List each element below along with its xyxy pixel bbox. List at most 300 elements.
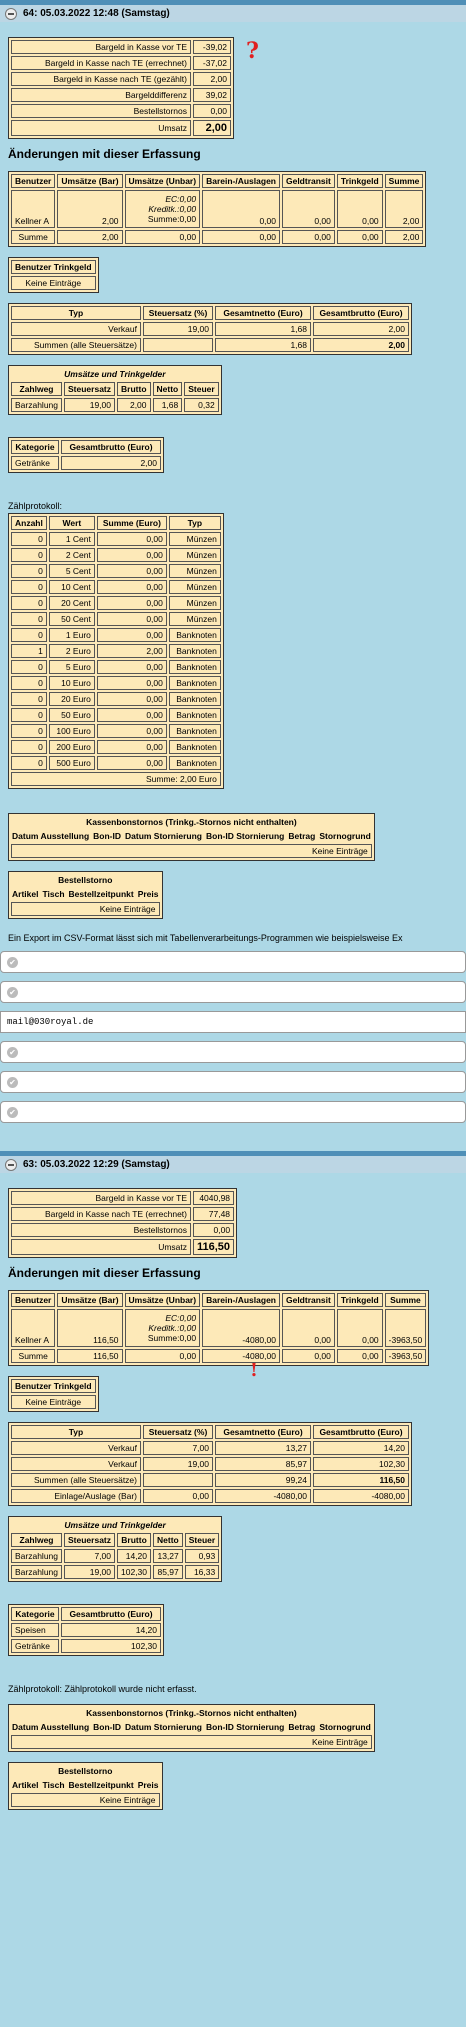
tax: 0,32 bbox=[184, 398, 218, 412]
changes-header: Umsätze (Unbar) bbox=[125, 1293, 201, 1307]
category-row bbox=[11, 456, 161, 470]
net: 1,68 bbox=[153, 398, 183, 412]
count-denom: 500 Euro bbox=[49, 756, 95, 770]
category-table bbox=[8, 1604, 164, 1656]
sales-tips-title: Umsätze und Trinkgelder bbox=[11, 368, 219, 380]
tax-rate bbox=[143, 338, 213, 352]
payment-method: Barzahlung bbox=[11, 398, 62, 412]
sum-trink: 0,00 bbox=[337, 1349, 383, 1363]
count-row bbox=[11, 548, 221, 562]
cash-label: Umsatz bbox=[11, 1239, 191, 1255]
count-row bbox=[11, 532, 221, 546]
count-sum: 0,00 bbox=[97, 756, 167, 770]
cash-summary-row bbox=[11, 40, 231, 54]
count-sum: 0,00 bbox=[97, 580, 167, 594]
order-cancel-table bbox=[8, 871, 163, 919]
count-sum: 0,00 bbox=[97, 724, 167, 738]
category-header: Gesamtbrutto (Euro) bbox=[61, 440, 161, 454]
cash-summary-row bbox=[11, 72, 231, 86]
sales-tips-header: Steuer bbox=[184, 382, 218, 396]
check-icon: ✔ bbox=[7, 1047, 18, 1058]
changes-header: Geldtransit bbox=[282, 174, 335, 188]
check-icon: ✔ bbox=[7, 987, 18, 998]
count-type: Banknoten bbox=[169, 644, 221, 658]
cash-summary-row bbox=[11, 120, 231, 136]
sum-bar: 116,50 bbox=[57, 1349, 122, 1363]
sales-tips-table bbox=[8, 1516, 222, 1582]
receipt-cancel-header: Datum Stornierung bbox=[125, 831, 202, 841]
count-denom: 200 Euro bbox=[49, 740, 95, 754]
receipt-cancel-header: Bon-ID bbox=[93, 831, 121, 841]
count-qty: 0 bbox=[11, 756, 47, 770]
tax-type-header: Gesamtnetto (Euro) bbox=[215, 1425, 311, 1439]
changes-summe: -3963,50 bbox=[385, 1309, 427, 1347]
tax-sum-row bbox=[11, 338, 409, 352]
changes-user-row bbox=[11, 190, 423, 228]
cash-summary-table bbox=[8, 37, 234, 139]
count-denom: 5 Cent bbox=[49, 564, 95, 578]
changes-heading: Änderungen mit dieser Erfassung bbox=[8, 147, 201, 161]
check-icon: ✔ bbox=[7, 1077, 18, 1088]
count-qty: 0 bbox=[11, 596, 47, 610]
sum-geld: 0,00 bbox=[282, 1349, 335, 1363]
receipt-cancel-header: Datum Stornierung bbox=[125, 1722, 202, 1732]
changes-geld: 0,00 bbox=[282, 190, 335, 228]
count-header: Summe (Euro) bbox=[97, 516, 167, 530]
count-sum: 0,00 bbox=[97, 708, 167, 722]
count-type: Banknoten bbox=[169, 660, 221, 674]
count-row bbox=[11, 660, 221, 674]
payment-method: Barzahlung bbox=[11, 1549, 62, 1563]
receipt-cancel-header: Betrag bbox=[288, 1722, 316, 1732]
count-denom: 20 Euro bbox=[49, 692, 95, 706]
sales-tips-row bbox=[11, 1549, 219, 1563]
category-gross: 2,00 bbox=[61, 456, 161, 470]
cash-value: 77,48 bbox=[193, 1207, 234, 1221]
count-label: Zählprotokoll: bbox=[8, 501, 63, 511]
tax: 0,93 bbox=[185, 1549, 219, 1563]
entry-header-64[interactable] bbox=[0, 0, 466, 22]
sum-bar: 2,00 bbox=[57, 230, 122, 244]
tip-table bbox=[8, 257, 99, 293]
order-cancel-empty: Keine Einträge bbox=[11, 902, 160, 916]
gross-total: 2,00 bbox=[313, 322, 409, 336]
count-denom: 50 Euro bbox=[49, 708, 95, 722]
net-total: 85,97 bbox=[215, 1457, 311, 1471]
type-cell: Verkauf bbox=[11, 1441, 141, 1455]
count-table bbox=[8, 513, 224, 789]
gross: 14,20 bbox=[117, 1549, 151, 1563]
count-type: Banknoten bbox=[169, 740, 221, 754]
count-denom: 1 Euro bbox=[49, 628, 95, 642]
count-row bbox=[11, 564, 221, 578]
count-sum: 0,00 bbox=[97, 676, 167, 690]
cash-summary-row bbox=[11, 104, 231, 118]
category-header: Kategorie bbox=[11, 1607, 59, 1621]
count-type: Banknoten bbox=[169, 708, 221, 722]
receipt-cancel-header: Datum Ausstellung bbox=[12, 831, 90, 841]
tax-rate: 7,00 bbox=[64, 1549, 115, 1563]
receipt-cancel-table bbox=[8, 813, 375, 861]
count-qty: 0 bbox=[11, 692, 47, 706]
count-sum: 0,00 bbox=[97, 740, 167, 754]
user-name: Kellner A bbox=[11, 190, 55, 228]
order-cancel-header: Preis bbox=[137, 1780, 159, 1790]
count-sum: 0,00 bbox=[97, 692, 167, 706]
tax-rate: 0,00 bbox=[143, 1489, 213, 1503]
category-header: Gesamtbrutto (Euro) bbox=[61, 1607, 161, 1621]
category-header: Kategorie bbox=[11, 440, 59, 454]
receipt-cancel-header: Stornogrund bbox=[319, 831, 371, 841]
sales-tips-header: Zahlweg bbox=[11, 382, 62, 396]
count-qty: 0 bbox=[11, 532, 47, 546]
tip-empty: Keine Einträge bbox=[11, 276, 96, 290]
count-denom: 1 Cent bbox=[49, 532, 95, 546]
sales-tips-header: Zahlweg bbox=[11, 1533, 62, 1547]
receipt-cancel-header: Bon-ID bbox=[93, 1722, 121, 1732]
changes-header: Umsätze (Bar) bbox=[57, 174, 122, 188]
credit-value: Kreditk.:0,00 bbox=[148, 204, 197, 214]
tax: 16,33 bbox=[185, 1565, 219, 1579]
count-type: Banknoten bbox=[169, 676, 221, 690]
changes-header: Trinkgeld bbox=[337, 174, 383, 188]
gross-total: -4080,00 bbox=[313, 1489, 409, 1503]
count-sum: 0,00 bbox=[97, 596, 167, 610]
net-total: 1,68 bbox=[215, 322, 311, 336]
count-sum: 0,00 bbox=[97, 612, 167, 626]
count-row bbox=[11, 612, 221, 626]
net: 85,97 bbox=[153, 1565, 183, 1579]
count-denom: 20 Cent bbox=[49, 596, 95, 610]
gross-total: 116,50 bbox=[313, 1473, 409, 1487]
changes-ein: 0,00 bbox=[202, 190, 280, 228]
changes-sum-row bbox=[11, 230, 423, 244]
receipt-cancel-header: Bon-ID Stornierung bbox=[205, 1722, 285, 1732]
unbar-sum: Summe:0,00 bbox=[147, 1333, 197, 1343]
payment-method: Barzahlung bbox=[11, 1565, 62, 1579]
order-cancel-title: Bestellstorno bbox=[11, 1765, 160, 1777]
count-row bbox=[11, 628, 221, 642]
tax-type-header: Steuersatz (%) bbox=[143, 1425, 213, 1439]
cash-label: Bestellstornos bbox=[11, 1223, 191, 1237]
count-row bbox=[11, 756, 221, 770]
count-type: Münzen bbox=[169, 612, 221, 626]
receipt-cancel-header: Bon-ID Stornierung bbox=[205, 831, 285, 841]
sum-label: Summe bbox=[11, 1349, 55, 1363]
count-type: Münzen bbox=[169, 532, 221, 546]
export-option[interactable] bbox=[0, 951, 466, 973]
category-gross: 14,20 bbox=[61, 1623, 161, 1637]
sales-tips-header: Steuer bbox=[185, 1533, 219, 1547]
export-option[interactable] bbox=[0, 981, 466, 1003]
count-row bbox=[11, 708, 221, 722]
count-type: Münzen bbox=[169, 596, 221, 610]
changes-header: Umsätze (Bar) bbox=[57, 1293, 122, 1307]
sales-tips-header: Brutto bbox=[117, 382, 151, 396]
type-cell: Summen (alle Steuersätze) bbox=[11, 1473, 141, 1487]
order-cancel-header: Preis bbox=[137, 889, 159, 899]
sum-ein: -4080,00 bbox=[202, 1349, 280, 1363]
export-text: Ein Export im CSV-Format lässt sich mit Tabellenverarbeitungs-Programmen wie beispielsweise Ex bbox=[8, 933, 403, 943]
sales-tips-title: Umsätze und Trinkgelder bbox=[11, 1519, 219, 1531]
count-qty: 0 bbox=[11, 612, 47, 626]
net-total: -4080,00 bbox=[215, 1489, 311, 1503]
type-cell: Verkauf bbox=[11, 1457, 141, 1471]
email-field[interactable]: mail@030royal.de bbox=[0, 1011, 466, 1033]
sum-unbar: 0,00 bbox=[125, 230, 201, 244]
sales-tips-header: Netto bbox=[153, 1533, 183, 1547]
count-qty: 0 bbox=[11, 740, 47, 754]
export-option[interactable] bbox=[0, 1041, 466, 1063]
tax-deposit-row bbox=[11, 1489, 409, 1503]
changes-header: Umsätze (Unbar) bbox=[125, 174, 201, 188]
category-gross: 102,30 bbox=[61, 1639, 161, 1653]
question-mark: ? bbox=[246, 38, 259, 64]
receipt-cancel-header: Datum Ausstellung bbox=[12, 1722, 90, 1732]
order-cancel-table bbox=[8, 1762, 163, 1810]
changes-header: Trinkgeld bbox=[337, 1293, 383, 1307]
exclamation-mark: ! bbox=[250, 1360, 258, 1381]
count-header: Wert bbox=[49, 516, 95, 530]
gross-total: 2,00 bbox=[313, 338, 409, 352]
gross-total: 102,30 bbox=[313, 1457, 409, 1471]
collapse-icon[interactable] bbox=[5, 1159, 17, 1171]
tax-rate: 19,00 bbox=[143, 1457, 213, 1471]
bar-sales: 2,00 bbox=[57, 190, 122, 228]
count-label: Zählprotokoll: Zählprotokoll wurde nicht erfasst. bbox=[8, 1684, 197, 1694]
tax-type-header: Gesamtbrutto (Euro) bbox=[313, 306, 409, 320]
tip-header: Benutzer Trinkgeld bbox=[11, 260, 96, 274]
user-name: Kellner A bbox=[11, 1309, 55, 1347]
receipt-cancel-table bbox=[8, 1704, 375, 1752]
tax-rate: 7,00 bbox=[143, 1441, 213, 1455]
net-total: 99,24 bbox=[215, 1473, 311, 1487]
sum-summe: 2,00 bbox=[385, 230, 424, 244]
cash-value: 2,00 bbox=[193, 72, 231, 86]
sales-tips-header: Steuersatz bbox=[64, 1533, 115, 1547]
unbar-sum: Summe:0,00 bbox=[147, 214, 197, 224]
changes-header: Barein-/Auslagen bbox=[202, 174, 280, 188]
count-sum: 0,00 bbox=[97, 628, 167, 642]
check-icon: ✔ bbox=[7, 957, 18, 968]
count-denom: 10 Euro bbox=[49, 676, 95, 690]
count-denom: 2 Euro bbox=[49, 644, 95, 658]
count-qty: 0 bbox=[11, 580, 47, 594]
entry-63 bbox=[0, 1173, 466, 1810]
receipt-cancel-title: Kassenbonstornos (Trinkg.-Stornos nicht enthalten) bbox=[11, 816, 372, 828]
count-qty: 0 bbox=[11, 660, 47, 674]
tax-rate: 19,00 bbox=[143, 322, 213, 336]
credit-value: Kreditk.:0,00 bbox=[148, 1323, 197, 1333]
tax-type-row bbox=[11, 1441, 409, 1455]
changes-summe: 2,00 bbox=[385, 190, 424, 228]
changes-geld: 0,00 bbox=[282, 1309, 335, 1347]
collapse-icon[interactable] bbox=[5, 8, 17, 20]
changes-header: Benutzer bbox=[11, 1293, 55, 1307]
tax-type-row bbox=[11, 1457, 409, 1471]
entry-title: 63: 05.03.2022 12:29 (Samstag) bbox=[23, 1159, 170, 1170]
cash-value: 116,50 bbox=[193, 1239, 234, 1255]
cash-value: -37,02 bbox=[193, 56, 231, 70]
receipt-cancel-empty: Keine Einträge bbox=[11, 844, 372, 858]
count-qty: 1 bbox=[11, 644, 47, 658]
cash-label: Bargeld in Kasse vor TE bbox=[11, 40, 191, 54]
tip-header: Benutzer Trinkgeld bbox=[11, 1379, 96, 1393]
tax-type-row bbox=[11, 322, 409, 336]
cash-summary-row bbox=[11, 56, 231, 70]
cash-label: Bargeld in Kasse nach TE (gezählt) bbox=[11, 72, 191, 86]
cash-label: Bargeld in Kasse nach TE (errechnet) bbox=[11, 1207, 191, 1221]
net-total: 1,68 bbox=[215, 338, 311, 352]
cash-label: Bargelddifferenz bbox=[11, 88, 191, 102]
count-denom: 100 Euro bbox=[49, 724, 95, 738]
ec-value: EC:0,00 bbox=[165, 194, 197, 204]
changes-user-row bbox=[11, 1309, 426, 1347]
sales-tips-header: Steuersatz bbox=[64, 382, 115, 396]
sum-geld: 0,00 bbox=[282, 230, 335, 244]
order-cancel-header: Artikel bbox=[12, 1780, 39, 1790]
cash-label: Bargeld in Kasse nach TE (errechnet) bbox=[11, 56, 191, 70]
receipt-cancel-header: Betrag bbox=[288, 831, 316, 841]
sum-unbar: 0,00 bbox=[125, 1349, 201, 1363]
count-total: Summe: 2,00 Euro bbox=[11, 772, 221, 786]
tax-type-header: Typ bbox=[11, 306, 141, 320]
changes-heading: Änderungen mit dieser Erfassung bbox=[8, 1266, 201, 1280]
changes-header: Summe bbox=[385, 174, 424, 188]
changes-header: Geldtransit bbox=[282, 1293, 335, 1307]
category-table bbox=[8, 437, 164, 473]
cash-value: 4040,98 bbox=[193, 1191, 234, 1205]
net: 13,27 bbox=[153, 1549, 183, 1563]
count-sum: 2,00 bbox=[97, 644, 167, 658]
cash-summary-row bbox=[11, 1191, 234, 1205]
tax-type-header: Gesamtnetto (Euro) bbox=[215, 306, 311, 320]
sales-tips-header: Netto bbox=[153, 382, 183, 396]
tax-type-table bbox=[8, 303, 412, 355]
count-denom: 50 Cent bbox=[49, 612, 95, 626]
entry-title: 64: 05.03.2022 12:48 (Samstag) bbox=[23, 8, 170, 19]
tax-sum-row bbox=[11, 1473, 409, 1487]
category-name: Speisen bbox=[11, 1623, 59, 1637]
cash-label: Umsatz bbox=[11, 120, 191, 136]
count-type: Münzen bbox=[169, 564, 221, 578]
count-header: Typ bbox=[169, 516, 221, 530]
changes-header: Barein-/Auslagen bbox=[202, 1293, 280, 1307]
tip-table bbox=[8, 1376, 99, 1412]
net-total: 13,27 bbox=[215, 1441, 311, 1455]
count-qty: 0 bbox=[11, 724, 47, 738]
changes-table bbox=[8, 171, 426, 247]
count-type: Banknoten bbox=[169, 628, 221, 642]
count-type: Banknoten bbox=[169, 724, 221, 738]
tax-type-header: Typ bbox=[11, 1425, 141, 1439]
receipt-cancel-header: Stornogrund bbox=[319, 1722, 371, 1732]
count-qty: 0 bbox=[11, 708, 47, 722]
category-name: Getränke bbox=[11, 1639, 59, 1653]
changes-header: Summe bbox=[385, 1293, 427, 1307]
tax-rate: 19,00 bbox=[64, 398, 115, 412]
count-sum: 0,00 bbox=[97, 548, 167, 562]
export-option[interactable] bbox=[0, 1071, 466, 1093]
check-icon: ✔ bbox=[7, 1107, 18, 1118]
count-qty: 0 bbox=[11, 564, 47, 578]
order-cancel-title: Bestellstorno bbox=[11, 874, 160, 886]
count-header: Anzahl bbox=[11, 516, 47, 530]
count-row bbox=[11, 724, 221, 738]
tip-empty: Keine Einträge bbox=[11, 1395, 96, 1409]
cash-summary-row bbox=[11, 88, 231, 102]
gross: 2,00 bbox=[117, 398, 151, 412]
changes-trink: 0,00 bbox=[337, 1309, 383, 1347]
changes-ein: -4080,00 bbox=[202, 1309, 280, 1347]
receipt-cancel-title: Kassenbonstornos (Trinkg.-Stornos nicht enthalten) bbox=[11, 1707, 372, 1719]
sum-ein: 0,00 bbox=[202, 230, 280, 244]
sales-tips-table bbox=[8, 365, 222, 415]
count-type: Münzen bbox=[169, 580, 221, 594]
count-qty: 0 bbox=[11, 676, 47, 690]
entry-header-63[interactable] bbox=[0, 1151, 466, 1173]
count-type: Banknoten bbox=[169, 692, 221, 706]
count-row bbox=[11, 596, 221, 610]
cash-value: -39,02 bbox=[193, 40, 231, 54]
ec-value: EC:0,00 bbox=[165, 1313, 197, 1323]
category-row bbox=[11, 1639, 161, 1653]
count-row bbox=[11, 740, 221, 754]
cash-summary-row bbox=[11, 1207, 234, 1221]
count-row bbox=[11, 692, 221, 706]
count-sum: 0,00 bbox=[97, 564, 167, 578]
sales-tips-header: Brutto bbox=[117, 1533, 151, 1547]
gross: 102,30 bbox=[117, 1565, 151, 1579]
count-row bbox=[11, 580, 221, 594]
count-sum: 0,00 bbox=[97, 660, 167, 674]
cash-summary-table bbox=[8, 1188, 237, 1258]
count-row bbox=[11, 676, 221, 690]
changes-trink: 0,00 bbox=[337, 190, 383, 228]
type-cell: Verkauf bbox=[11, 322, 141, 336]
tax-type-header: Steuersatz (%) bbox=[143, 306, 213, 320]
count-denom: 5 Euro bbox=[49, 660, 95, 674]
tax-rate bbox=[143, 1473, 213, 1487]
count-type: Banknoten bbox=[169, 756, 221, 770]
count-sum: 0,00 bbox=[97, 532, 167, 546]
tax-rate: 19,00 bbox=[64, 1565, 115, 1579]
cash-value: 39,02 bbox=[193, 88, 231, 102]
cash-value: 0,00 bbox=[193, 1223, 234, 1237]
gross-total: 14,20 bbox=[313, 1441, 409, 1455]
bar-sales: 116,50 bbox=[57, 1309, 122, 1347]
category-name: Getränke bbox=[11, 456, 59, 470]
order-cancel-empty: Keine Einträge bbox=[11, 1793, 160, 1807]
cash-value: 0,00 bbox=[193, 104, 231, 118]
count-type: Münzen bbox=[169, 548, 221, 562]
order-cancel-header: Bestellzeitpunkt bbox=[68, 1780, 134, 1790]
export-option[interactable] bbox=[0, 1101, 466, 1123]
type-cell: Summen (alle Steuersätze) bbox=[11, 338, 141, 352]
sum-label: Summe bbox=[11, 230, 55, 244]
changes-header: Benutzer bbox=[11, 174, 55, 188]
tax-type-header: Gesamtbrutto (Euro) bbox=[313, 1425, 409, 1439]
order-cancel-header: Tisch bbox=[42, 1780, 65, 1790]
changes-sum-row bbox=[11, 1349, 426, 1363]
cash-value: 2,00 bbox=[193, 120, 231, 136]
cash-summary-row bbox=[11, 1223, 234, 1237]
cash-label: Bestellstornos bbox=[11, 104, 191, 118]
sum-trink: 0,00 bbox=[337, 230, 383, 244]
count-qty: 0 bbox=[11, 548, 47, 562]
sum-summe: -3963,50 bbox=[385, 1349, 427, 1363]
order-cancel-header: Tisch bbox=[42, 889, 65, 899]
